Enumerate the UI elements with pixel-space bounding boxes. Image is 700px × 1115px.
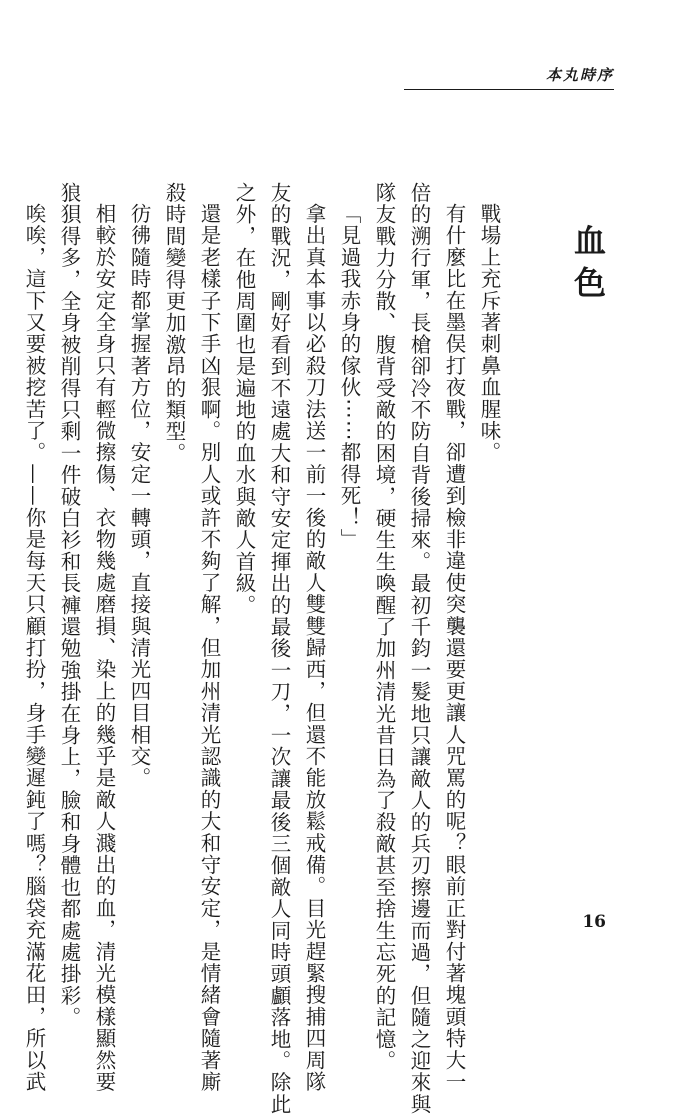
page-header — [404, 64, 614, 90]
paragraph: 彷彿隨時都掌握著方位，安定一轉頭，直接與清光四目相交。 — [127, 202, 151, 789]
paragraph: 「見過我赤身的傢伙⋯⋯都得死！」 — [337, 202, 361, 550]
paragraph: 唉唉，這下又要被挖苦了。——你是每天只顧打扮，身手變遲鈍了嗎？腦袋充滿花田，所以武 — [22, 202, 46, 1093]
header-rule — [404, 89, 614, 90]
page-number: 16 — [582, 912, 606, 932]
paragraph: 相較於安定全身只有輕微擦傷、衣物幾處磨損、染上的幾乎是敵人濺出的血，清光模樣顯然要 狼狽得多，全身被削得只剩一件破白衫和長褲還勉強掛在身上，臉和身體也都處處掛彩。 — [57, 182, 116, 1093]
paragraph: 有什麼比在墨俣打夜戰，卻遭到檢非違使突襲還要更讓人咒罵的呢？眼前正對付著塊頭特大一 倍的溯行軍，長槍卻冷不防自背後掃來。最初千鈞一髮地只讓敵人的兵刃擦邊而過，但隨之迎來與 隊友戰力分散、腹背受敵的困境，硬生生喚醒了加州清光昔日為了殺敵甚至捨生忘死的記憶。 — [372, 182, 466, 1115]
body-text — [16, 182, 506, 1115]
running-title: 本丸時序 — [545, 66, 614, 84]
paragraph: 拿出真本事以必殺刀法送一前一後的敵人雙雙歸西，但還不能放鬆戒備。目光趕緊搜捕四周隊 友的戰況，剛好看到不遠處大和守安定揮出的最後一刀，一次讓最後三個敵人同時頭顱落地。除此 之外，在他周圍也是遍地的血水與敵人首級。 — [232, 182, 326, 1115]
paragraph: 戰場上充斥著刺鼻血腥味。 — [477, 202, 501, 463]
chapter-title: 血色 — [569, 224, 607, 308]
paragraph: 還是老樣子下手凶狠啊。別人或許不夠了解，但加州清光認識的大和守安定，是情緒會隨著廝 殺時間變得更加激昂的類型。 — [162, 182, 221, 1093]
